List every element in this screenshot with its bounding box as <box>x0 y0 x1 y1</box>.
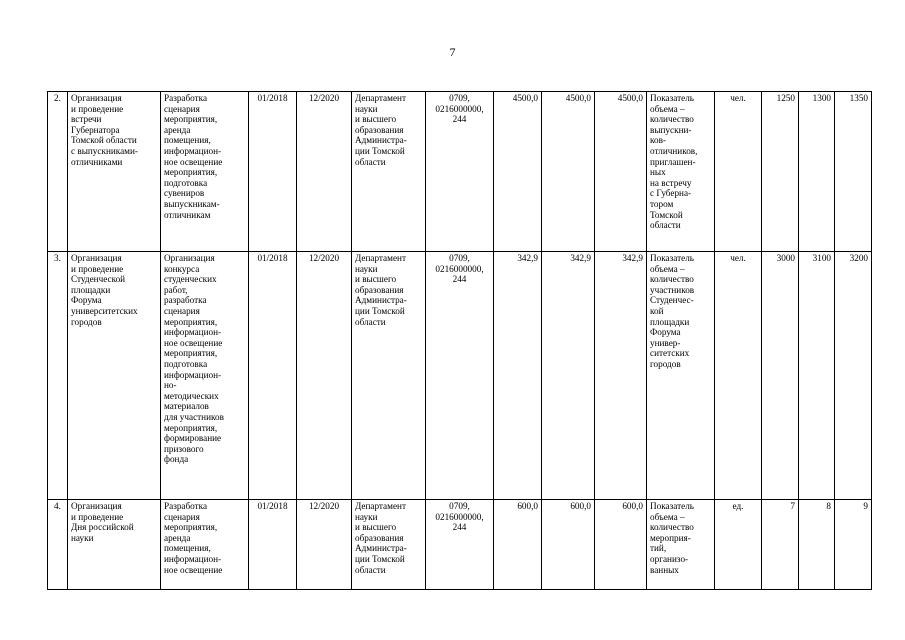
executor: Департамент науки и высшего образования Администра- ции Томской области <box>352 252 426 500</box>
budget-code: 0709, 0216000000, 244 <box>426 92 494 252</box>
start-date: 01/2018 <box>249 500 297 590</box>
start-date: 01/2018 <box>249 92 297 252</box>
table-row <box>48 252 872 500</box>
funding-year-3: 342,9 <box>595 252 647 500</box>
funding-year-2: 4500,0 <box>542 92 595 252</box>
indicator-value-2: 8 <box>799 500 835 590</box>
activity-name: Организация и проведение Студенческой площадки Форума университетских городов <box>68 252 161 500</box>
indicator-unit: чел. <box>715 252 762 500</box>
activity-content: Разработка сценария мероприятия, аренда помещения, информацион- ное освещение <box>161 500 249 590</box>
indicator-description: Показатель объема – количество мероприя- тий, организо- ванных <box>647 500 715 590</box>
indicator-value-1: 1250 <box>762 92 799 252</box>
indicator-value-3: 1350 <box>835 92 872 252</box>
budget-code: 0709, 0216000000, 244 <box>426 500 494 590</box>
table-row <box>48 500 872 590</box>
start-date: 01/2018 <box>249 252 297 500</box>
executor: Департамент науки и высшего образования Администра- ции Томской области <box>352 92 426 252</box>
budget-code: 0709, 0216000000, 244 <box>426 252 494 500</box>
end-date: 12/2020 <box>297 92 352 252</box>
end-date: 12/2020 <box>297 252 352 500</box>
activity-name: Организация и проведение Дня российской науки <box>68 500 161 590</box>
activity-name: Организация и проведение встречи Губернатора Томской области с выпускниками- отличниками <box>68 92 161 252</box>
indicator-value-2: 3100 <box>799 252 835 500</box>
table-row <box>48 92 872 252</box>
activity-content: Организация конкурса студенческих работ, разработка сценария мероприятия, информацион- ное освещение мероприятия, подготовка информацион- но- методических материалов для участников мероприятия, формирование призового фонда <box>161 252 249 500</box>
row-number: 4. <box>48 500 68 590</box>
funding-year-1: 342,9 <box>494 252 542 500</box>
indicator-value-3: 9 <box>835 500 872 590</box>
page-number: 7 <box>449 45 456 59</box>
indicator-description: Показатель объема – количество выпускни- ков- отличников, приглашен- ных на встречу с Губерна- тором Томской области <box>647 92 715 252</box>
indicator-value-3: 3200 <box>835 252 872 500</box>
row-number: 3. <box>48 252 68 500</box>
end-date: 12/2020 <box>297 500 352 590</box>
funding-year-3: 4500,0 <box>595 92 647 252</box>
program-activities-table <box>47 91 872 590</box>
row-number: 2. <box>48 92 68 252</box>
indicator-value-1: 7 <box>762 500 799 590</box>
indicator-unit: ед. <box>715 500 762 590</box>
funding-year-3: 600,0 <box>595 500 647 590</box>
funding-year-2: 342,9 <box>542 252 595 500</box>
funding-year-1: 4500,0 <box>494 92 542 252</box>
indicator-value-1: 3000 <box>762 252 799 500</box>
indicator-unit: чел. <box>715 92 762 252</box>
funding-year-1: 600,0 <box>494 500 542 590</box>
activity-content: Разработка сценария мероприятия, аренда помещения, информацион- ное освещение мероприятия, подготовка сувениров выпускникам- отличникам <box>161 92 249 252</box>
indicator-value-2: 1300 <box>799 92 835 252</box>
funding-year-2: 600,0 <box>542 500 595 590</box>
indicator-description: Показатель объема – количество участников Студенчес- кой площадки Форума универ- ситетских городов <box>647 252 715 500</box>
executor: Департамент науки и высшего образования Администра- ции Томской области <box>352 500 426 590</box>
